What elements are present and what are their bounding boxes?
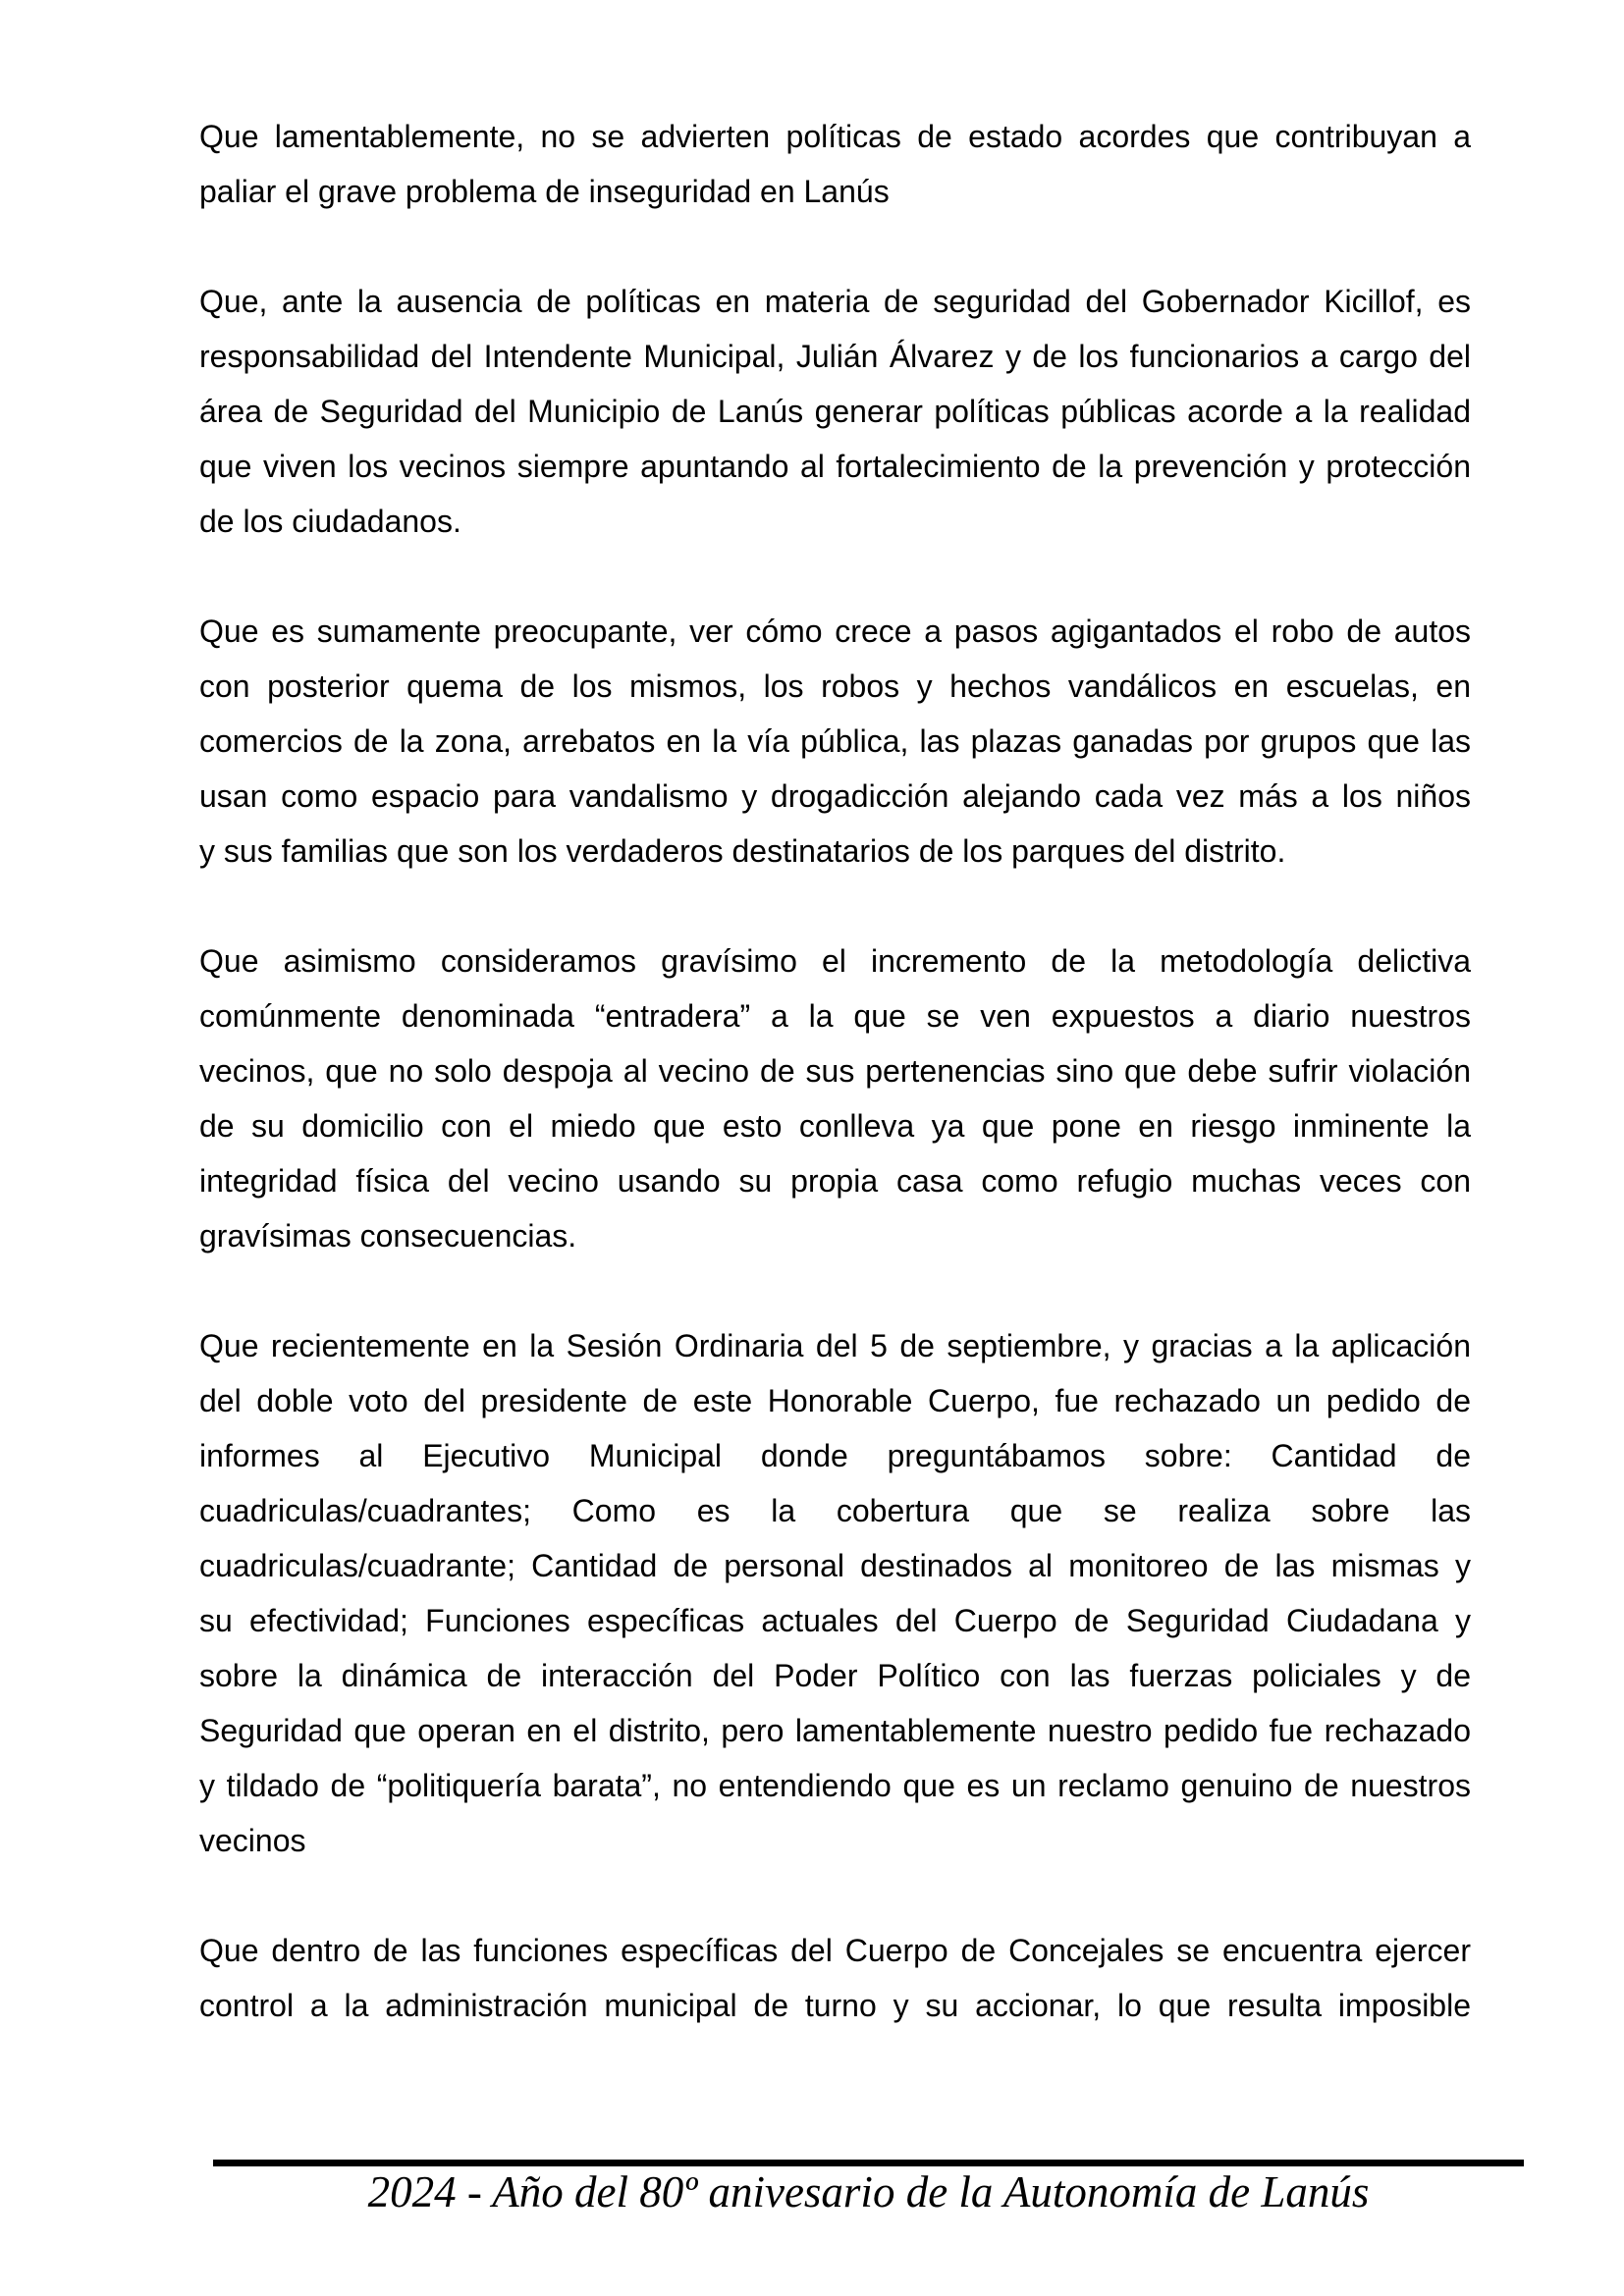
paragraph (199, 1318, 1471, 1868)
text-line: Que recientemente en la Sesión Ordinaria del 5 de septiembre, y gracias a la aplicación (199, 1328, 1471, 1363)
text-line: gravísimas consecuencias. (199, 1218, 577, 1254)
text-line: responsabilidad del Intendente Municipal, Julián Álvarez y de los funcionarios a cargo del (199, 339, 1471, 374)
text-line: con posterior quema de los mismos, los robos y hechos vandálicos en escuelas, en (199, 668, 1471, 704)
paragraph (199, 1923, 1471, 2033)
text-line: su efectividad; Funciones específicas actuales del Cuerpo de Seguridad Ciudadana y (199, 1603, 1471, 1638)
text-line: cuadriculas/cuadrantes; Como es la cobertura que se realiza sobre las (199, 1493, 1471, 1528)
text-line: control a la administración municipal de turno y su accionar, lo que resulta imposible (199, 1988, 1471, 2023)
paragraph (199, 604, 1471, 879)
paragraph (199, 109, 1471, 219)
text-line: paliar el grave problema de inseguridad en Lanús (199, 174, 890, 209)
footer-rule (213, 2160, 1524, 2166)
text-line: y tildado de “politiquería barata”, no entendiendo que es un reclamo genuino de nuestros (199, 1768, 1471, 1803)
paragraph (199, 934, 1471, 1263)
text-line: Que, ante la ausencia de políticas en materia de seguridad del Gobernador Kicillof, es (199, 284, 1471, 319)
text-line: de los ciudadanos. (199, 504, 461, 539)
text-line: Que dentro de las funciones específicas del Cuerpo de Concejales se encuentra ejercer (199, 1933, 1471, 1968)
text-line: del doble voto del presidente de este Honorable Cuerpo, fue rechazado un pedido de (199, 1383, 1471, 1418)
text-line: cuadriculas/cuadrante; Cantidad de personal destinados al monitoreo de las mismas y (199, 1548, 1471, 1583)
text-line: vecinos (199, 1823, 306, 1858)
text-line: y sus familias que son los verdaderos destinatarios de los parques del distrito. (199, 833, 1286, 869)
text-line: comercios de la zona, arrebatos en la vía pública, las plazas ganadas por grupos que las (199, 723, 1471, 759)
text-line: Que lamentablemente, no se advierten políticas de estado acordes que contribuyan a (199, 119, 1471, 154)
text-line: integridad física del vecino usando su propia casa como refugio muchas veces con (199, 1163, 1471, 1199)
footer-year-text: 2024 - Año del 80º anivesario de la Autonomía de Lanús (367, 2167, 1370, 2216)
text-line: Seguridad que operan en el distrito, pero lamentablemente nuestro pedido fue rechazado (199, 1713, 1471, 1748)
text-line: de su domicilio con el miedo que esto conlleva ya que pone en riesgo inminente la (199, 1108, 1471, 1144)
text-line: Que asimismo consideramos gravísimo el incremento de la metodología delictiva (199, 943, 1471, 979)
text-line: Que es sumamente preocupante, ver cómo crece a pasos agigantados el robo de autos (199, 614, 1471, 649)
text-line: comúnmente denominada “entradera” a la que se ven expuestos a diario nuestros (199, 998, 1471, 1034)
text-line: sobre la dinámica de interacción del Poder Político con las fuerzas policiales y de (199, 1658, 1471, 1693)
text-line: vecinos, que no solo despoja al vecino de sus pertenencias sino que debe sufrir violación (199, 1053, 1471, 1089)
text-line: área de Seguridad del Municipio de Lanús generar políticas públicas acorde a la realidad (199, 394, 1471, 429)
text-line: que viven los vecinos siempre apuntando al fortalecimiento de la prevención y protección (199, 449, 1471, 484)
document-body (199, 109, 1471, 2088)
text-line: usan como espacio para vandalismo y drogadicción alejando cada vez más a los niños (199, 778, 1471, 814)
text-line: informes al Ejecutivo Municipal donde preguntábamos sobre: Cantidad de (199, 1438, 1471, 1473)
paragraph (199, 274, 1471, 549)
